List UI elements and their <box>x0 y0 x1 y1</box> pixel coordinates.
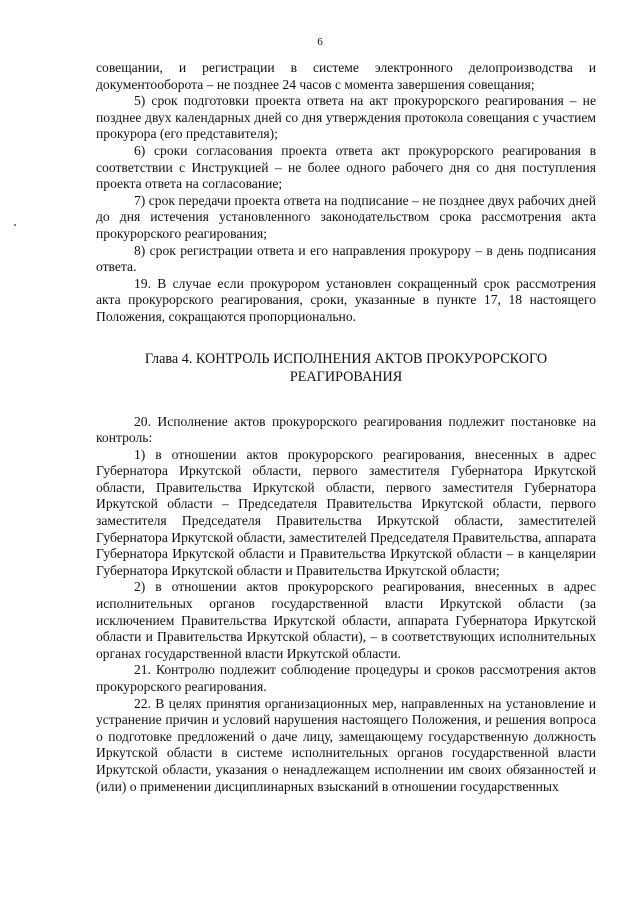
paragraph-21: 21. Контролю подлежит соблюдение процедуры и сроков рассмотрения актов прокурорского реагирования. <box>96 662 596 694</box>
paragraph-item-5: 5) срок подготовки проекта ответа на акт прокурорского реагирования – не позднее двух календарных дней со дня утверждения протокола совещания с участием прокурора (его представителя); <box>96 93 596 142</box>
margin-mark <box>14 224 16 226</box>
chapter-heading-line-1: Глава 4. КОНТРОЛЬ ИСПОЛНЕНИЯ АКТОВ ПРОКУРОРСКОГО <box>144 350 548 367</box>
paragraph-20-item-1: 1) в отношении актов прокурорского реагирования, внесенных в адрес Губернатора Иркутской области, первого заместителя Губернатора Иркутской области, Правительства Иркутской области, первого заместителя Губернатора Иркутской области – Председателя Правительства Иркутской области, первого заместителя Председателя Правительства Иркутской области, заместителей Губернатора Иркутской области, заместителей Председателя Правительства, аппарата Губернатора Иркутской области и Правительства Иркутской области – в канцелярии Губернатора Иркутской области и Правительства Иркутской области; <box>96 446 596 578</box>
paragraph-22: 22. В целях принятия организационных мер, направленных на установление и устранение причин и условий нарушения настоящего Положения, и решения вопроса о подготовке предложений о даче лицу, замещающему государственную должность Иркутской области в системе исполнительных органов государственной власти Иркутской области, указания о ненадлежащем исполнении им своих обязанностей и (или) о применении дисциплинарных взысканий в отношении государственных <box>96 695 596 794</box>
paragraph-20: 20. Исполнение актов прокурорского реагирования подлежит постановке на контроль: <box>96 413 596 446</box>
document-body <box>96 60 596 795</box>
paragraph-item-8: 8) срок регистрации ответа и его направления прокурору – в день подписания ответа. <box>96 242 596 275</box>
chapter-heading-line-2: РЕАГИРОВАНИЯ <box>289 368 403 385</box>
paragraph-item-6: 6) сроки согласования проекта ответа акт прокурорского реагирования в соответствии с Инструкцией – не более одного рабочего дня со дня поступления проекта ответа на согласование; <box>96 142 596 192</box>
paragraph-19: 19. В случае если прокурором установлен сокращенный срок рассмотрения акта прокурорского реагирования, сроки, указанные в пункте 17, 18 настоящего Положения, сокращаются пропорционально. <box>96 275 596 324</box>
chapter-heading <box>96 350 596 386</box>
paragraph-item-7: 7) срок передачи проекта ответа на подписание – не позднее двух рабочих дней до дня истечения установленного законодательством срока рассмотрения акта прокурорского реагирования; <box>96 192 596 241</box>
paragraph-20-item-2: 2) в отношении актов прокурорского реагирования, внесенных в адрес исполнительных органов государственной власти Иркутской области (за исключением Правительства Иркутской области, аппарата Губернатора Иркутской области и Правительства Иркутской области), – в соответствующих исполнительных органах государственной власти Иркутской области. <box>96 579 596 661</box>
paragraph-continuation: совещании, и регистрации в системе электронного делопроизводства и документооборота – не позднее 24 часов с момента завершения совещания; <box>96 60 596 92</box>
page-number: 6 <box>317 36 323 48</box>
